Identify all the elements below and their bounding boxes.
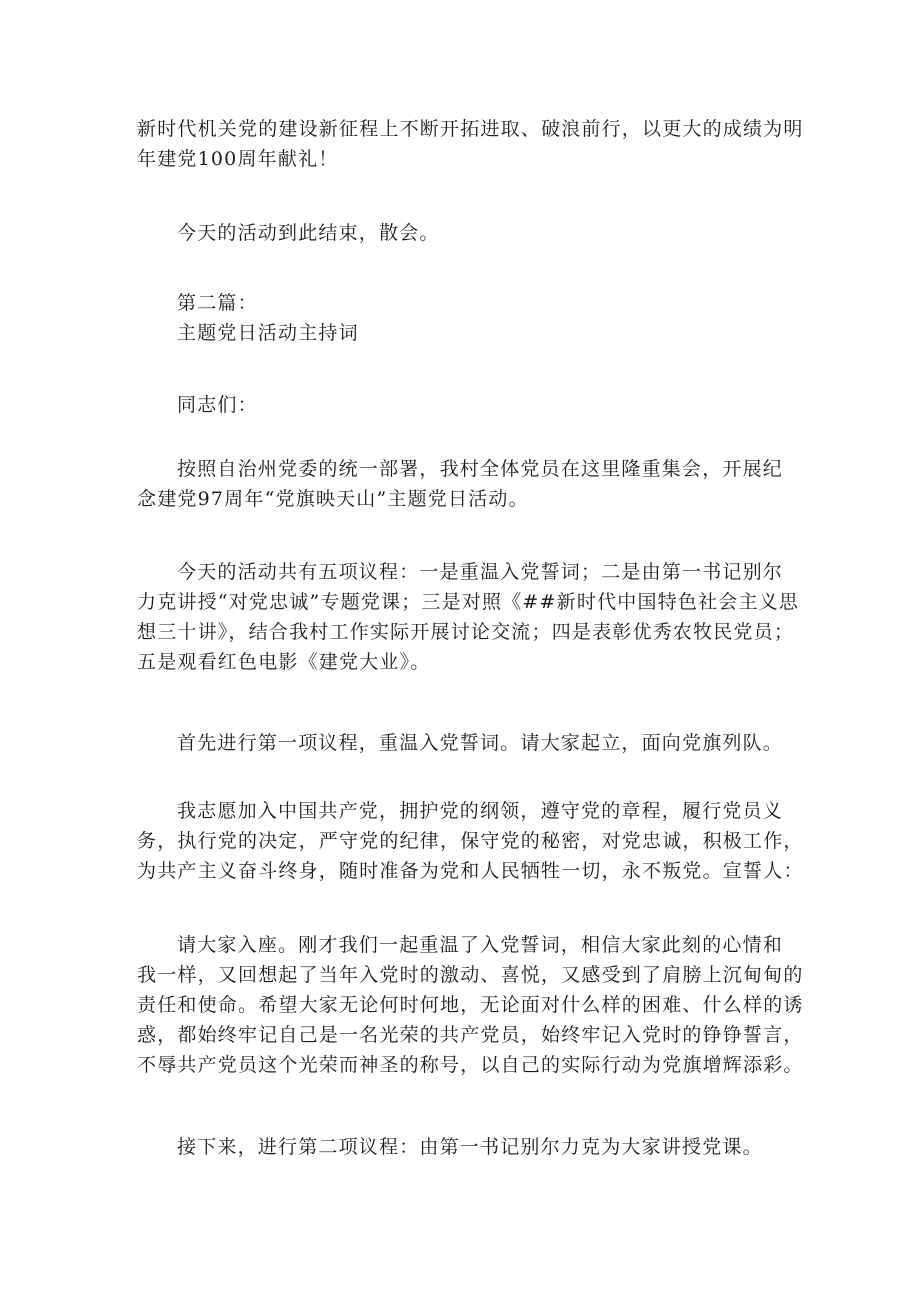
- text-line: 请大家入座。刚才我们一起重温了入党誓词，相信大家此刻的心情和: [177, 934, 784, 956]
- section-heading: [137, 288, 797, 348]
- text-line: 今天的活动共有五项议程：一是重温入党誓词；二是由第一书记别尔: [177, 561, 784, 583]
- text-line: 今天的活动到此结束，散会。: [177, 222, 440, 244]
- paragraph-first-item: [137, 728, 797, 758]
- text-line: 我志愿加入中国共产党，拥护党的纲领，遵守党的章程，履行党员义: [177, 800, 784, 822]
- paragraph-salutation: [137, 390, 797, 420]
- paragraph-closing-remarks: [137, 114, 804, 174]
- text-line: 务，执行党的决定，严守党的纪律，保守党的秘密，对党忠诚，积极工作，: [137, 830, 804, 852]
- text-line: 为共产主义奋斗终身，随时准备为党和人民牺牲一切，永不叛党。宣誓人：: [137, 860, 804, 882]
- text-line: 想三十讲》，结合我村工作实际开展讨论交流；四是表彰优秀农牧民党员；: [137, 621, 795, 643]
- section-title: 主题党日活动主持词: [177, 322, 359, 344]
- paragraph-agenda: [137, 557, 800, 677]
- text-line: 惑，都始终牢记自己是一名光荣的共产党员，始终牢记入党时的铮铮誓言，: [137, 1024, 804, 1046]
- text-line: 新时代机关党的建设新征程上不断开拓进取、破浪前行，以更大的成绩为明: [137, 118, 804, 140]
- text-line: 责任和使命。希望大家无论何时何地，无论面对什么样的困难、什么样的诱: [137, 994, 804, 1016]
- paragraph-opening: [137, 454, 797, 514]
- text-line: 按照自治州党委的统一部署，我村全体党员在这里隆重集会，开展纪: [177, 458, 784, 480]
- text-line: 同志们：: [177, 394, 258, 416]
- text-line: 接下来，进行第二项议程：由第一书记别尔力克为大家讲授党课。: [177, 1136, 763, 1158]
- paragraph-dismissal: [137, 218, 797, 248]
- paragraph-reflection: [137, 930, 804, 1080]
- text-line: 我一样，又回想起了当年入党时的激动、喜悦，又感受到了肩膀上沉甸甸的: [137, 964, 804, 986]
- text-line: 首先进行第一项议程，重温入党誓词。请大家起立，面向党旗列队。: [177, 732, 784, 754]
- paragraph-second-item: [137, 1132, 797, 1162]
- text-line: 不辱共产党员这个光荣而神圣的称号，以自己的实际行动为党旗增辉添彩。: [137, 1054, 804, 1076]
- text-line: 力克讲授“对党忠诚”专题党课；三是对照《##新时代中国特色社会主义思: [137, 591, 800, 613]
- paragraph-oath: [137, 796, 804, 886]
- text-line: 年建党100周年献礼！: [137, 148, 339, 170]
- section-label: 第二篇：: [177, 292, 258, 314]
- text-line: 五是观看红色电影《建党大业》。: [137, 651, 431, 673]
- text-line: 念建党97周年“党旗映天山”主题党日活动。: [137, 488, 529, 510]
